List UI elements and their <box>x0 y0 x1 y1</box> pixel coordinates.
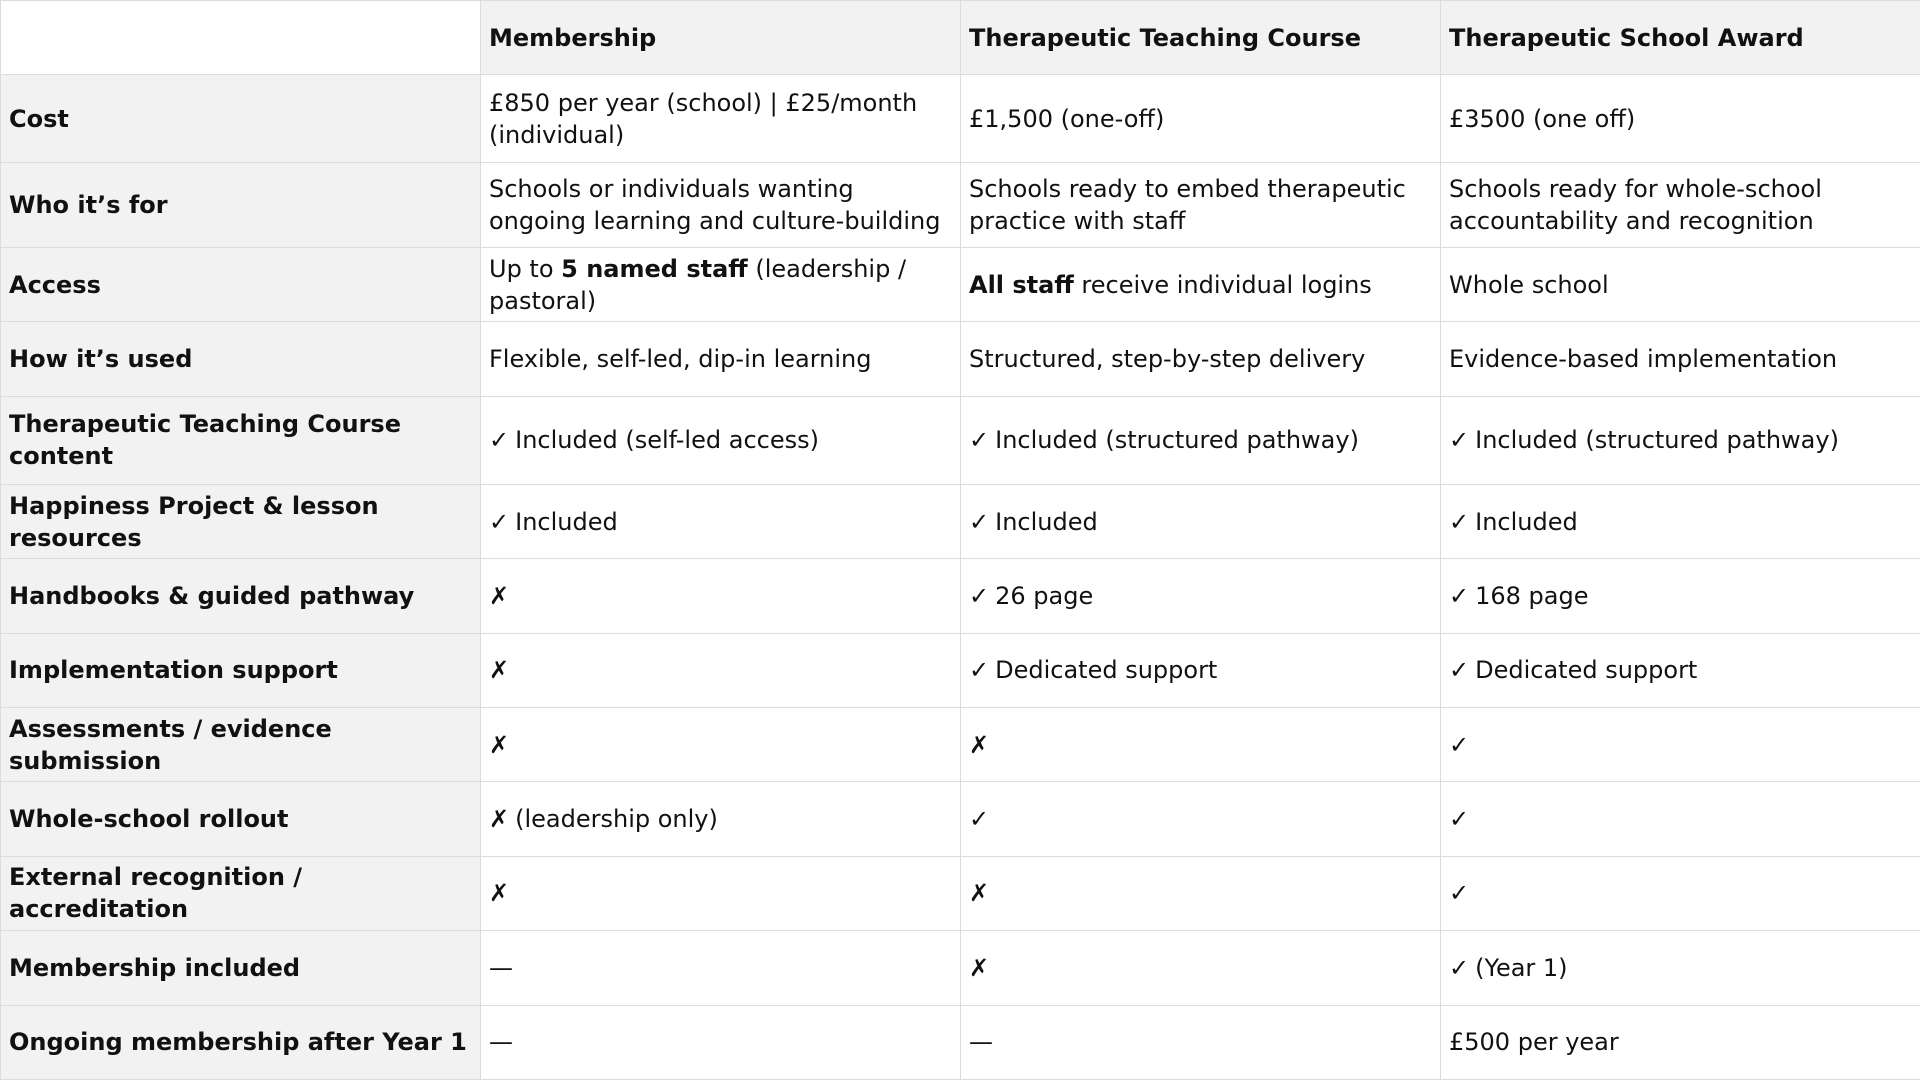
cell-course-course <box>961 396 1441 484</box>
access-membership-prefix: Up to <box>489 254 562 283</box>
table-row-access <box>1 247 1920 321</box>
check-icon: ✓ <box>1449 426 1470 455</box>
cell-happiness-membership <box>481 485 961 559</box>
table-row-ongoing-membership <box>1 1005 1920 1079</box>
row-label-course-content: Therapeutic Teaching Course content <box>1 396 481 484</box>
header-corner-cell <box>1 1 481 75</box>
cell-assessments-award <box>1441 708 1920 782</box>
cell-cost-course: £1,500 (one-off) <box>961 75 1441 163</box>
cell-happiness-award <box>1441 485 1920 559</box>
header-row <box>1 1 1920 75</box>
table-row-who-its-for <box>1 163 1920 247</box>
cell-text: Included <box>515 507 618 536</box>
check-icon: ✓ <box>1449 879 1470 908</box>
table-row-handbooks <box>1 559 1920 633</box>
check-icon: ✓ <box>969 426 990 455</box>
cell-howused-membership: Flexible, self-led, dip-in learning <box>481 322 961 396</box>
cell-howused-award: Evidence-based implementation <box>1441 322 1920 396</box>
cross-icon: ✗ <box>969 879 990 908</box>
access-course-suffix: receive individual logins <box>1073 270 1372 299</box>
cell-implementation-award <box>1441 633 1920 707</box>
check-icon: ✓ <box>489 426 510 455</box>
table-row-membership-included <box>1 931 1920 1005</box>
cell-ongoing-award: £500 per year <box>1441 1005 1920 1079</box>
access-membership-bold: 5 named staff <box>561 254 748 283</box>
cell-howused-course: Structured, step-by-step delivery <box>961 322 1441 396</box>
header-therapeutic-teaching-course: Therapeutic Teaching Course <box>961 1 1441 75</box>
cross-icon: ✗ <box>489 805 510 834</box>
cell-cost-membership: £850 per year (school) | £25/month (individual) <box>481 75 961 163</box>
row-label-happiness-project: Happiness Project & lesson resources <box>1 485 481 559</box>
cross-icon: ✗ <box>969 730 990 759</box>
check-icon: ✓ <box>1449 805 1470 834</box>
check-icon: ✓ <box>1449 582 1470 611</box>
cell-text: Included (self-led access) <box>515 426 819 455</box>
check-icon: ✓ <box>969 805 990 834</box>
cell-text: Dedicated support <box>995 656 1218 685</box>
cross-icon: ✗ <box>489 879 510 908</box>
cell-text: Included (structured pathway) <box>1475 426 1839 455</box>
cell-rollout-membership <box>481 782 961 856</box>
check-icon: ✓ <box>969 507 990 536</box>
row-label-how-its-used: How it’s used <box>1 322 481 396</box>
table-row-assessments <box>1 708 1920 782</box>
row-label-external-recognition: External recognition / accreditation <box>1 856 481 930</box>
cell-text: (Year 1) <box>1475 953 1568 982</box>
cross-icon: ✗ <box>489 656 510 685</box>
cell-handbooks-membership <box>481 559 961 633</box>
cell-course-award <box>1441 396 1920 484</box>
cell-membership-included-award <box>1441 931 1920 1005</box>
cell-ongoing-course: — <box>961 1005 1441 1079</box>
cell-text: Included (structured pathway) <box>995 426 1359 455</box>
cell-recognition-course <box>961 856 1441 930</box>
cell-happiness-course <box>961 485 1441 559</box>
table-row-cost <box>1 75 1920 163</box>
cell-course-membership <box>481 396 961 484</box>
cell-rollout-course <box>961 782 1441 856</box>
cell-implementation-membership <box>481 633 961 707</box>
cell-who-course: Schools ready to embed therapeutic practice with staff <box>961 163 1441 247</box>
check-icon: ✓ <box>1449 730 1470 759</box>
access-course-bold: All staff <box>969 270 1074 299</box>
table-row-how-its-used <box>1 322 1920 396</box>
cell-membership-included-membership: — <box>481 931 961 1005</box>
cell-text: Dedicated support <box>1475 656 1698 685</box>
access-membership-suffix: (leadership / pastoral) <box>489 254 907 315</box>
cell-access-membership <box>481 247 961 321</box>
cross-icon: ✗ <box>489 730 510 759</box>
cell-text: 168 page <box>1475 582 1589 611</box>
row-label-ongoing-membership: Ongoing membership after Year 1 <box>1 1005 481 1079</box>
cell-who-membership: Schools or individuals wanting ongoing learning and culture-building <box>481 163 961 247</box>
cell-text: (leadership only) <box>515 805 718 834</box>
check-icon: ✓ <box>489 507 510 536</box>
cross-icon: ✗ <box>969 953 990 982</box>
cell-handbooks-course <box>961 559 1441 633</box>
table-row-external-recognition <box>1 856 1920 930</box>
cell-recognition-award <box>1441 856 1920 930</box>
cell-membership-included-course <box>961 931 1441 1005</box>
cell-ongoing-membership: — <box>481 1005 961 1079</box>
row-label-access: Access <box>1 247 481 321</box>
cell-implementation-course <box>961 633 1441 707</box>
cell-access-course <box>961 247 1441 321</box>
cell-rollout-award <box>1441 782 1920 856</box>
check-icon: ✓ <box>969 656 990 685</box>
table-row-happiness-project <box>1 485 1920 559</box>
table-row-course-content <box>1 396 1920 484</box>
row-label-handbooks: Handbooks & guided pathway <box>1 559 481 633</box>
cell-recognition-membership <box>481 856 961 930</box>
cell-who-award: Schools ready for whole-school accountability and recognition <box>1441 163 1920 247</box>
row-label-whole-school-rollout: Whole-school rollout <box>1 782 481 856</box>
check-icon: ✓ <box>1449 953 1470 982</box>
table-row-whole-school-rollout <box>1 782 1920 856</box>
row-label-who-its-for: Who it’s for <box>1 163 481 247</box>
row-label-implementation-support: Implementation support <box>1 633 481 707</box>
check-icon: ✓ <box>1449 656 1470 685</box>
header-therapeutic-school-award: Therapeutic School Award <box>1441 1 1920 75</box>
cross-icon: ✗ <box>489 582 510 611</box>
cell-text: Included <box>995 507 1098 536</box>
cell-access-award: Whole school <box>1441 247 1920 321</box>
row-label-assessments: Assessments / evidence submission <box>1 708 481 782</box>
cell-text: Included <box>1475 507 1578 536</box>
cell-assessments-membership <box>481 708 961 782</box>
cell-assessments-course <box>961 708 1441 782</box>
header-membership: Membership <box>481 1 961 75</box>
cell-cost-award: £3500 (one off) <box>1441 75 1920 163</box>
table-row-implementation-support <box>1 633 1920 707</box>
row-label-cost: Cost <box>1 75 481 163</box>
check-icon: ✓ <box>1449 507 1470 536</box>
row-label-membership-included: Membership included <box>1 931 481 1005</box>
cell-text: 26 page <box>995 582 1094 611</box>
cell-handbooks-award <box>1441 559 1920 633</box>
check-icon: ✓ <box>969 582 990 611</box>
